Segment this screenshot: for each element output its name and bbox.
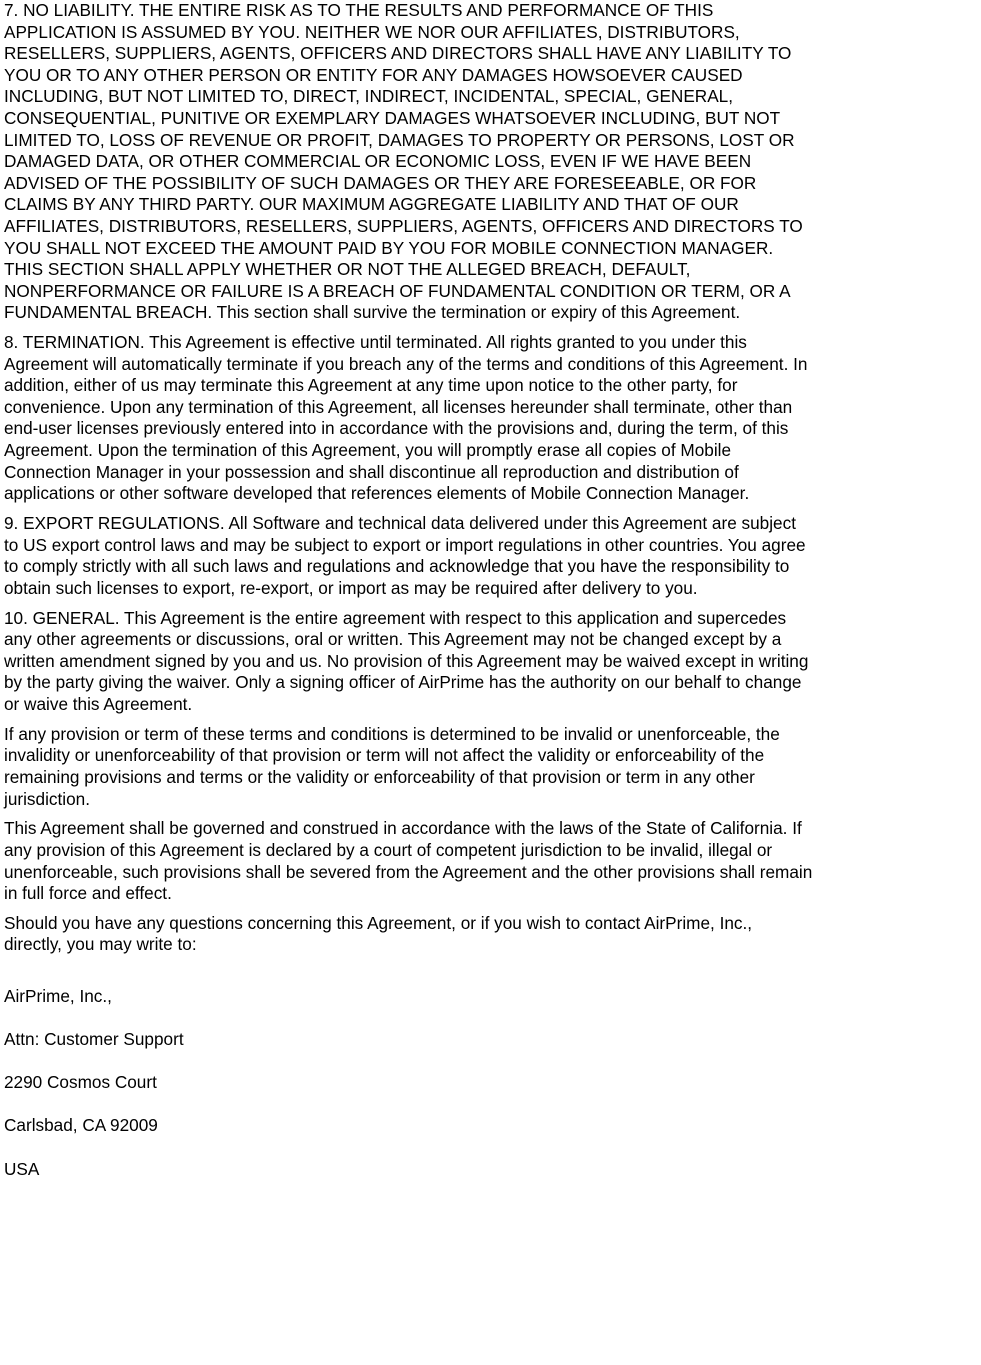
address-attn: Attn: Customer Support: [4, 1029, 184, 1050]
address-company: AirPrime, Inc.,: [4, 985, 112, 1006]
address-city: Carlsbad, CA 92009: [4, 1115, 158, 1136]
section-8-termination: 8. TERMINATION. This Agreement is effective until terminated. All rights granted to you under this Agreement will automatically terminate if you breach any of the terms and conditions of this Agreement. In addition, either of us may terminate this Agreement at any time upon notice to the other party, for convenience. Upon any termination of this Agreement, all licenses hereunder shall terminate, other than end-user licenses previously entered into in accordance with the provisions and, during the term, of this Agreement. Upon the termination of this Agreement, you will promptly erase all copies of Mobile Connection Manager in your possession and shall discontinue all reproduction and distribution of applications or other software developed that references elements of Mobile Connection Manager.: [4, 332, 808, 504]
mailing-address: [4, 964, 888, 1202]
section-10-general: 10. GENERAL. This Agreement is the entire agreement with respect to this application and supercedes any other agreements or discussions, oral or written. This Agreement may not be changed except by a written amendment signed by you and us. No provision of this Agreement may be waived except in writing by the party giving the waiver. Only a signing officer of AirPrime has the authority on our behalf to change or waive this Agreement.: [4, 607, 809, 714]
address-country: USA: [4, 1158, 40, 1179]
license-agreement-text: [4, 0, 888, 1202]
address-street: 2290 Cosmos Court: [4, 1072, 157, 1093]
section-9-export-regulations: 9. EXPORT REGULATIONS. All Software and technical data delivered under this Agreement are subject to US export control laws and may be subject to export or import regulations in other countries. You agree to comply strictly with all such laws and regulations and acknowledge that you have the responsibility to obtain such licenses to export, re-export, or import as may be required after delivery to you.: [4, 513, 806, 598]
severability-paragraph: If any provision or term of these terms and conditions is determined to be invalid or unenforceable, the invalidity or unenforceability of that provision or term will not affect the validity or enforceability of the remaining provisions and terms or the validity or enforceability of that provision or term in any other jurisdiction.: [4, 723, 780, 809]
governing-law-paragraph: This Agreement shall be governed and construed in accordance with the laws of the State of California. If any provision of this Agreement is declared by a court of competent jurisdiction to be invalid, illegal or unenforceable, such provisions shall be severed from the Agreement and the other provisions shall remain in full force and effect.: [4, 818, 813, 904]
section-7-no-liability: 7. NO LIABILITY. THE ENTIRE RISK AS TO THE RESULTS AND PERFORMANCE OF THIS APPLICATION IS ASSUMED BY YOU. NEITHER WE NOR OUR AFFILIATES, DISTRIBUTORS, RESELLERS, SUPPLIERS, AGENTS, OFFICERS AND DIRECTORS SHALL HAVE ANY LIABILITY TO YOU OR TO ANY OTHER PERSON OR ENTITY FOR ANY DAMAGES HOWSOEVER CAUSED INCLUDING, BUT NOT LIMITED TO, DIRECT, INDIRECT, INCIDENTAL, SPECIAL, GENERAL, CONSEQUENTIAL, PUNITIVE OR EXEMPLARY DAMAGES WHATSOEVER INCLUDING, BUT NOT LIMITED TO, LOSS OF REVENUE OR PROFIT, DAMAGES TO PROPERTY OR PERSONS, LOST OR DAMAGED DATA, OR OTHER COMMERCIAL OR ECONOMIC LOSS, EVEN IF WE HAVE BEEN ADVISED OF THE POSSIBILITY OF SUCH DAMAGES OR THEY ARE FORESEEABLE, OR FOR CLAIMS BY ANY THIRD PARTY. OUR MAXIMUM AGGREGATE LIABILITY AND THAT OF OUR AFFILIATES, DISTRIBUTORS, RESELLERS, SUPPLIERS, AGENTS, OFFICERS AND DIRECTORS TO YOU SHALL NOT EXCEED THE AMOUNT PAID BY YOU FOR MOBILE CONNECTION MANAGER. THIS SECTION SHALL APPLY WHETHER OR NOT THE ALLEGED BREACH, DEFAULT, NONPERFORMANCE OR FAILURE IS A BREACH OF FUNDAMENTAL CONDITION OR TERM, OR A FUNDAMENTAL BREACH. This section shall survive the termination or expiry of this Agreement.: [4, 0, 803, 323]
contact-paragraph: Should you have any questions concerning this Agreement, or if you wish to contact AirPrime, Inc., directly, you may write to:: [4, 912, 753, 955]
